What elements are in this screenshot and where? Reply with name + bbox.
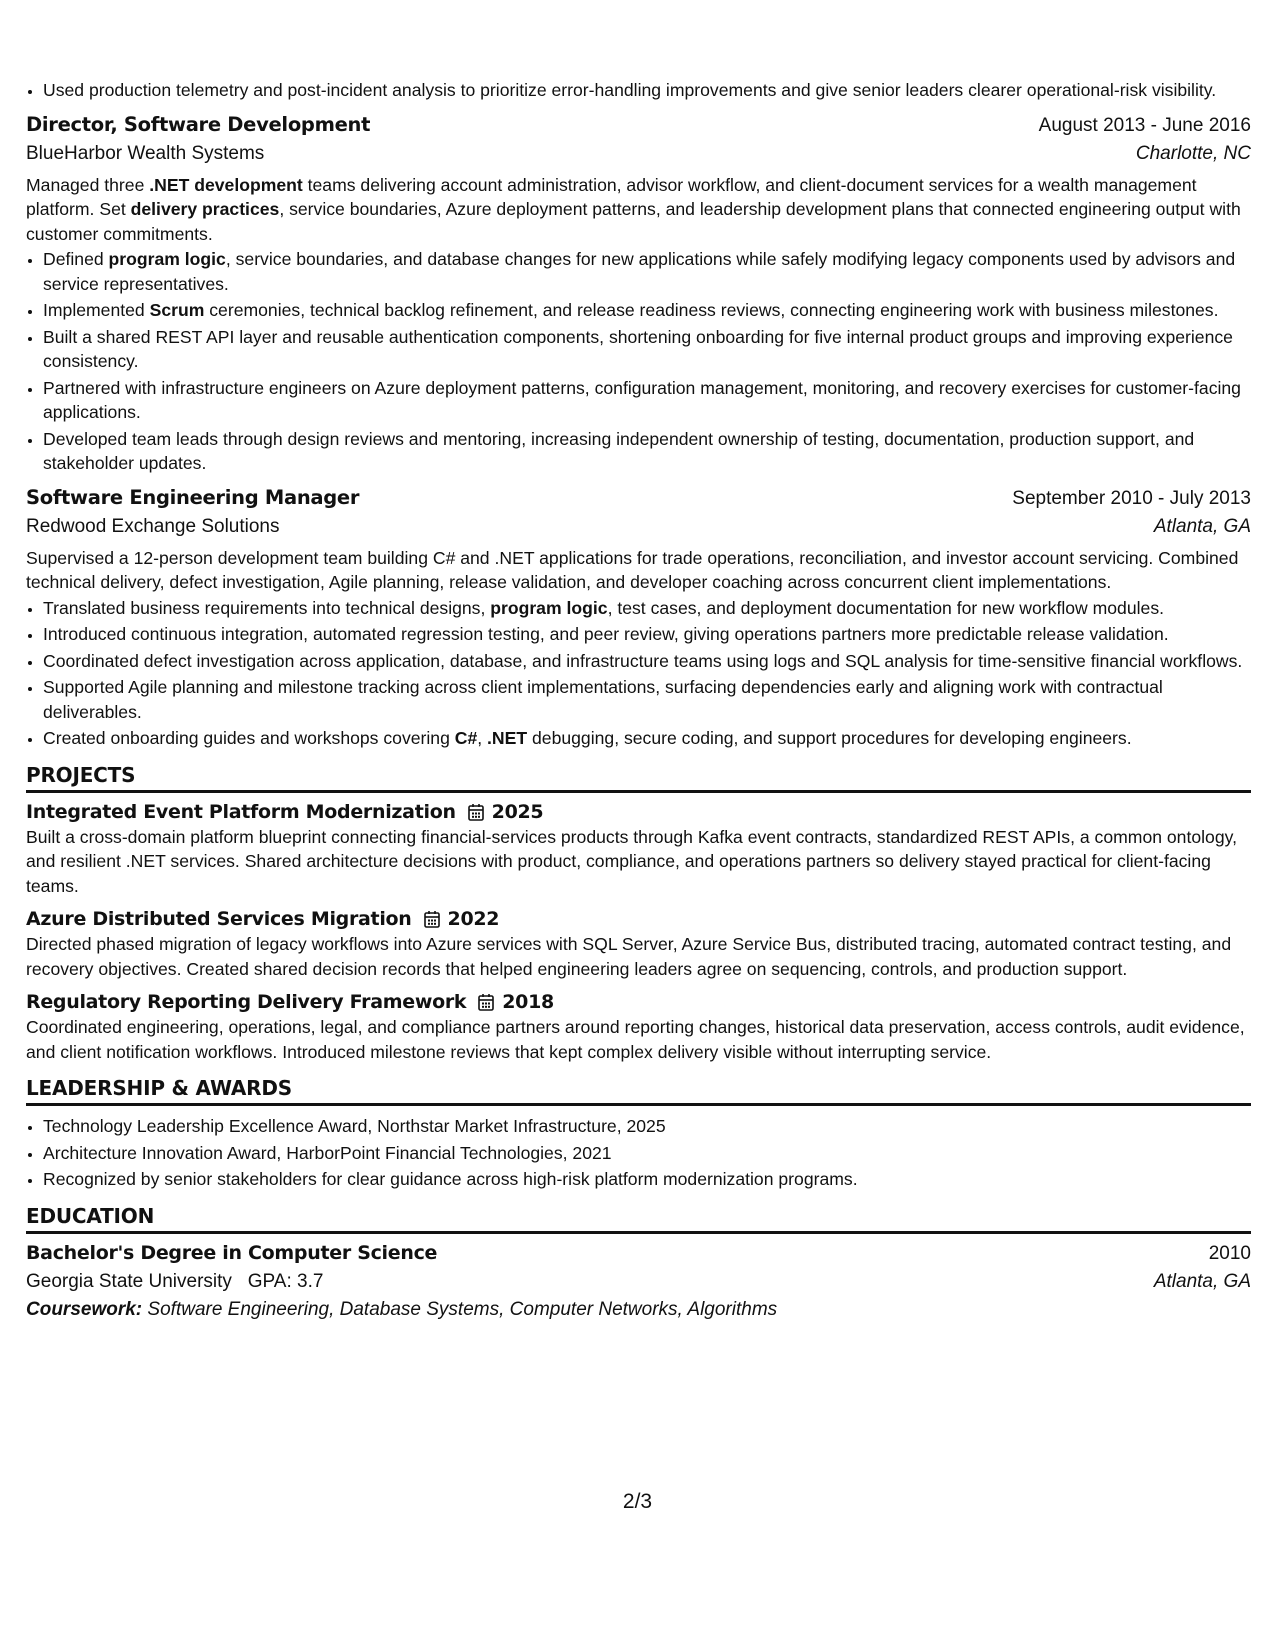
calendar-icon [478,993,494,1011]
education-section [26,1204,1251,1321]
project-header [26,991,1251,1013]
job-dates: September 2010 - July 2013 [1012,487,1251,509]
page-number: 2/3 [622,1490,653,1513]
leadership-section [26,1076,1251,1192]
job-subheader [26,516,1251,538]
education-header [26,1242,1251,1265]
company-name: BlueHarbor Wealth Systems [26,142,265,164]
job-dates: August 2013 - June 2016 [1038,114,1251,136]
job-title: Director, Software Development [26,112,371,136]
list-item: • Introduced continuous integration, automated regression testing, and peer review, giving operations partners more predictable release validation. [43,622,1251,647]
project-year: 2018 [502,991,554,1013]
job-bullets [26,596,1251,751]
gpa: GPA: 3.7 [247,1270,324,1292]
calendar-icon [424,910,440,928]
job-title: Software Engineering Manager [26,485,360,509]
project-name: Azure Distributed Services Migration [26,908,412,930]
job-subheader [26,143,1251,165]
carryover-bullets [26,78,1251,103]
resume-page [26,78,1251,1321]
job-header [26,486,1251,510]
awards-list [26,1114,1251,1192]
projects-section [26,763,1251,1065]
graduation-year: 2010 [1208,1242,1251,1264]
school-name: Georgia State University [26,1270,232,1292]
job-bullets [26,247,1251,476]
project-year: 2022 [447,908,500,930]
job-entry [26,113,1251,476]
list-item: • Developed team leads through design reviews and mentoring, increasing independent ownership of testing, documentation, production support, and stakeholder updates. [43,427,1251,476]
school-line [26,1271,323,1293]
project-header [26,908,1251,930]
education-subheader [26,1271,1251,1293]
list-item: • Coordinated defect investigation across application, database, and infrastructure teams using logs and SQL analysis for time-sensitive financial workflows. [43,649,1251,674]
list-item: • Implemented Scrum ceremonies, technical backlog refinement, and release readiness reviews, connecting engineering work with business milestones. [43,298,1251,323]
list-item: • Translated business requirements into technical designs, program logic, test cases, and deployment documentation for new workflow modules. [43,596,1251,621]
coursework-label: Coursework: [26,1298,143,1320]
section-title: PROJECTS [26,763,1251,793]
list-item: • Built a shared REST API layer and reusable authentication components, shortening onboarding for five internal product groups and improving experience consistency. [43,325,1251,374]
project-description: Coordinated engineering, operations, legal, and compliance partners around reporting changes, historical data preservation, access controls, audit evidence, and client notification workflows. Introduced milestone reviews that kept complex delivery visible without interrupting service. [26,1017,1245,1062]
job-summary: Supervised a 12-person development team building C# and .NET applications for trade operations, reconciliation, and investor account servicing. Combined technical delivery, defect investigation, Agile planning, release validation, and developer coaching across concurrent client implementations. [26,547,1239,592]
list-item: • Recognized by senior stakeholders for clear guidance across high-risk platform modernization programs. [43,1167,1251,1192]
list-item: • Used production telemetry and post-incident analysis to prioritize error-handling improvements and give senior leaders clearer operational-risk visibility. [43,78,1251,103]
list-item: • Supported Agile planning and milestone tracking across client implementations, surfacing dependencies early and aligning work with contractual deliverables. [43,675,1251,724]
project-name: Integrated Event Platform Modernization [26,800,456,823]
list-item: • Architecture Innovation Award, HarborPoint Financial Technologies, 2021 [43,1141,1251,1166]
job-location: Charlotte, NC [1135,142,1251,164]
project-name: Regulatory Reporting Delivery Framework [26,991,467,1013]
project-description: Built a cross-domain platform blueprint connecting financial-services products through Kafka event contracts, standardized REST APIs, a common ontology, and resilient .NET services. Shared architecture decisions with product, compliance, and operations partners so delivery stayed practical for client-facing teams. [26,826,1237,896]
section-title: EDUCATION [26,1204,1251,1234]
list-item: • Created onboarding guides and workshops covering C#, .NET debugging, secure coding, and support procedures for developing engineers. [43,726,1251,751]
job-summary: Managed three .NET development teams delivering account administration, advisor workflow, and client-document services for a wealth management platform. Set delivery practices, service boundaries, Azure deployment patterns, and leadership development plans that connected engineering output with customer commitments. [26,174,1241,244]
project-header [26,801,1251,823]
section-title: LEADERSHIP & AWARDS [26,1076,1251,1106]
project-year: 2025 [491,800,544,823]
list-item: • Defined program logic, service boundaries, and database changes for new applications while safely modifying legacy components used by advisors and service representatives. [43,247,1251,296]
job-entry [26,486,1251,751]
school-location: Atlanta, GA [1153,1270,1251,1292]
project-description: Directed phased migration of legacy workflows into Azure services with SQL Server, Azure Service Bus, distributed tracing, automated contract testing, and recovery objectives. Created shared decision records that helped engineering leaders agree on sequencing, controls, and production support. [26,934,1232,979]
degree-name: Bachelor's Degree in Computer Science [26,1241,438,1264]
coursework-list: Software Engineering, Database Systems, Computer Networks, Algorithms [147,1298,778,1320]
list-item: • Partnered with infrastructure engineers on Azure deployment patterns, configuration management, monitoring, and recovery exercises for customer-facing applications. [43,376,1251,425]
coursework [26,1299,1251,1321]
calendar-icon [468,803,484,821]
company-name: Redwood Exchange Solutions [26,515,280,537]
job-header [26,113,1251,137]
list-item: • Technology Leadership Excellence Award, Northstar Market Infrastructure, 2025 [43,1114,1251,1139]
job-location: Atlanta, GA [1153,515,1251,537]
